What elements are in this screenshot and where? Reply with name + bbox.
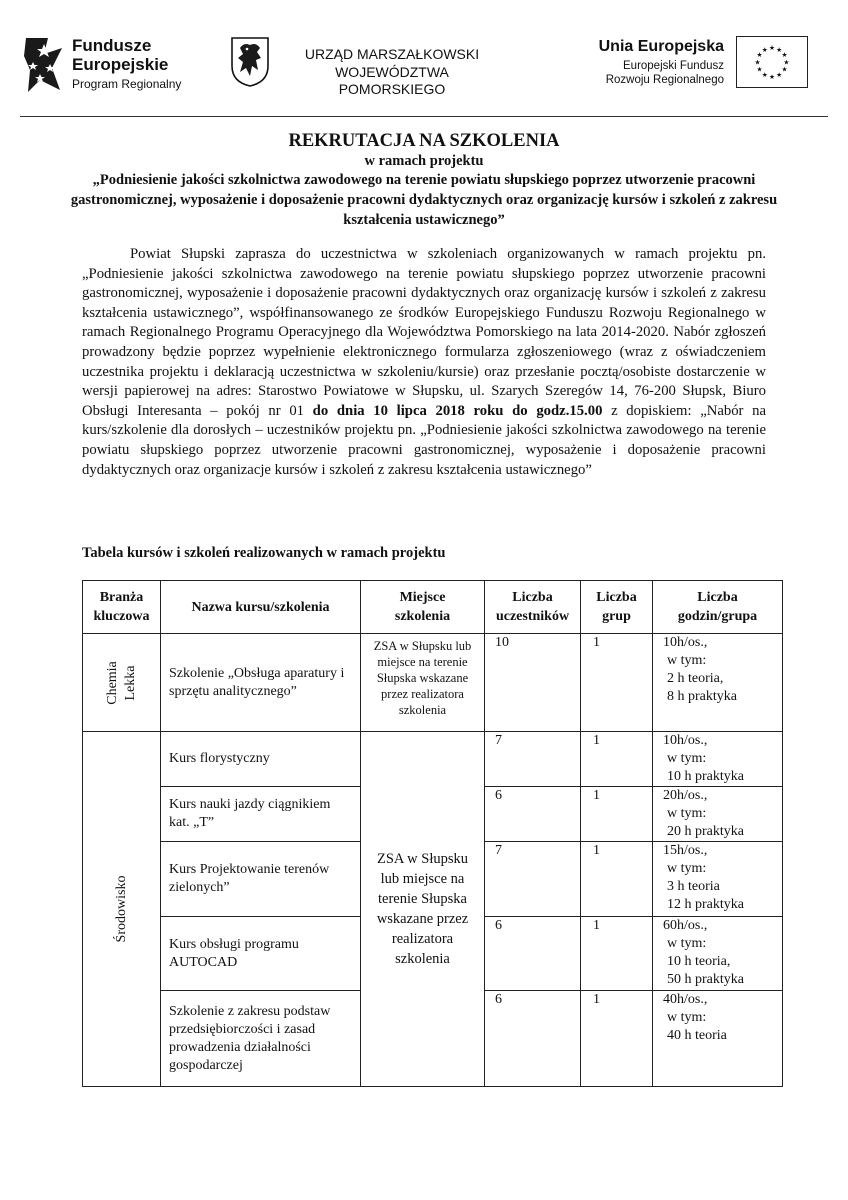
course-name: Kurs florystyczny [161, 732, 361, 787]
pomorskie-griffin-crest-icon [230, 36, 270, 88]
page-title: REKRUTACJA NA SZKOLENIA [288, 131, 560, 151]
fe-title-line1: Fundusze [72, 36, 152, 55]
urzad-marszalkowski-logo [230, 36, 530, 96]
table-row [83, 634, 783, 732]
hours-cell: 10h/os., w tym: 10 h praktyka [653, 732, 783, 787]
fe-title-line2: Europejskie [72, 55, 169, 74]
groups-count: 1 [581, 732, 653, 787]
branza-srodowisko: Środowisko [83, 732, 161, 1087]
page-subtitle: w ramach projektu [364, 153, 484, 169]
groups-count: 1 [581, 917, 653, 991]
intro-text-part2: z dopiskiem: „Nabór na kurs/szkolenie dla dorosłych – uczestników projektu pn. „Podniesienie jakości szkolnictwa zawodowego na terenie powiatu słupskiego poprzez utworzenie pracowni gastronomicznej, wyposażenie i doposażenie pracowni dydaktycznych oraz organizacje kursów i szkoleń z zakresu kształcenia ustawicznego” [82, 402, 766, 478]
participants-count: 10 [485, 634, 581, 732]
branza-chemia-lekka: Chemia Lekka [83, 634, 161, 732]
course-name: Kurs nauki jazdy ciągnikiem kat. „T” [161, 787, 361, 842]
page-header [20, 30, 828, 100]
deadline-text: do dnia 10 lipca 2018 roku do godz.15.00 [312, 402, 603, 419]
eu-star-icon: ★ [768, 72, 776, 81]
eu-star-icon: ★ [781, 65, 788, 74]
hours-cell: 60h/os., w tym: 10 h teoria, 50 h praktyka [653, 917, 783, 991]
header-grupy: Liczba grup [581, 581, 653, 634]
eu-star-icon: ★ [754, 58, 761, 67]
fundusze-europejskie-logo-icon [22, 34, 66, 94]
eu-flag-stars-icon [736, 36, 808, 88]
eu-star-icon: ★ [783, 58, 790, 67]
eu-star-icon: ★ [776, 70, 783, 79]
ue-title: Unia Europejska [598, 38, 724, 55]
header-uczestnicy: Liczba uczestników [485, 581, 581, 634]
header-branza: Branża kluczowa [83, 581, 161, 634]
participants-count: 6 [485, 917, 581, 991]
header-divider [20, 116, 828, 117]
table-header-row [83, 581, 783, 634]
eu-star-icon: ★ [756, 51, 763, 60]
header-nazwa: Nazwa kursu/szkolenia [161, 581, 361, 634]
groups-count: 1 [581, 634, 653, 732]
header-miejsce: Miejsce szkolenia [361, 581, 485, 634]
groups-count: 1 [581, 842, 653, 917]
urzad-title-line1: URZĄD MARSZAŁKOWSKI [304, 46, 480, 62]
fundusze-europejskie-logo [22, 34, 222, 94]
intro-paragraph [82, 245, 766, 480]
eu-star-icon: ★ [761, 45, 768, 54]
ue-subtitle-line1: Europejski Fundusz [623, 60, 724, 72]
courses-table [82, 580, 783, 1087]
participants-count: 7 [485, 842, 581, 917]
groups-count: 1 [581, 787, 653, 842]
unia-europejska-logo [560, 34, 828, 94]
course-name: Szkolenie „Obsługa aparatury i sprzętu analitycznego” [161, 634, 361, 732]
hours-cell: 15h/os., w tym: 3 h teoria 12 h praktyka [653, 842, 783, 917]
course-name: Kurs obsługi programu AUTOCAD [161, 917, 361, 991]
intro-text-part1: Powiat Słupski zaprasza do uczestnictwa w szkoleniach organizowanych w ramach projektu pn. „Podniesienie jakości szkolnictwa zawodowego na terenie powiatu słupskiego poprzez utworzenie pracowni gastronomicznej, wyposażenie i doposażenie pracowni dydaktycznych oraz organizację kursów i szkoleń z zakresu kształcenia ustawicznego”, współfinansowanego ze środków Europejskiego Funduszu Rozwoju Regionalnego w ramach Regionalnego Programu Operacyjnego dla Województwa Pomorskiego na lata 2014-2020. Nabór zgłoszeń prowadzony będzie poprzez wypełnienie elektronicznego formularza zgłoszeniowego (wraz z oświadczeniem uczestnika projektu i deklaracją uczestnictwa w szkoleniu/kursie) oraz przesłanie pocztą/osobiste dostarczenie w wersji papierowej na adres: Starostwo Powiatowe w Słupsku, ul. Szarych Szeregów 14, 76-200 Słupsk, Biuro Obsługi Interesanta – pokój nr 01 [82, 246, 766, 419]
eu-star-icon: ★ [781, 51, 788, 60]
hours-cell: 40h/os., w tym: 40 h teoria [653, 991, 783, 1087]
urzad-title-line2: WOJEWÓDZTWA POMORSKIEGO [335, 64, 449, 97]
course-name: Kurs Projektowanie terenów zielonych” [161, 842, 361, 917]
ue-subtitle-line2: Rozwoju Regionalnego [605, 74, 724, 86]
eu-star-icon: ★ [761, 70, 768, 79]
participants-count: 6 [485, 991, 581, 1087]
hours-cell: 10h/os., w tym: 2 h teoria, 8 h praktyka [653, 634, 783, 732]
course-name: Szkolenie z zakresu podstaw przedsiębiorczości i zasad prowadzenia działalności gospodarczej [161, 991, 361, 1087]
fe-title-line3: Program Regionalny [72, 77, 182, 91]
header-godziny: Liczba godzin/grupa [653, 581, 783, 634]
participants-count: 6 [485, 787, 581, 842]
eu-star-icon: ★ [768, 43, 776, 52]
eu-star-icon: ★ [776, 45, 783, 54]
course-place: ZSA w Słupsku lub miejsce na terenie Słupska wskazane przez realizatora szkolenia [361, 732, 485, 1087]
hours-cell: 20h/os., w tym: 20 h praktyka [653, 787, 783, 842]
eu-star-icon: ★ [756, 65, 763, 74]
groups-count: 1 [581, 991, 653, 1087]
table-row [83, 732, 783, 787]
course-place: ZSA w Słupsku lub miejsce na terenie Słupska wskazane przez realizatora szkolenia [361, 634, 485, 732]
table-title: Tabela kursów i szkoleń realizowanych w ramach projektu [82, 545, 446, 561]
project-title: „Podniesienie jakości szkolnictwa zawodowego na terenie powiatu słupskiego poprzez utworzenie pracowni gastronomicznej, wyposażenie i doposażenie pracowni dydaktycznych oraz organizację kursów i szkoleń z zakresu kształcenia ustawicznego” [70, 172, 778, 228]
participants-count: 7 [485, 732, 581, 787]
